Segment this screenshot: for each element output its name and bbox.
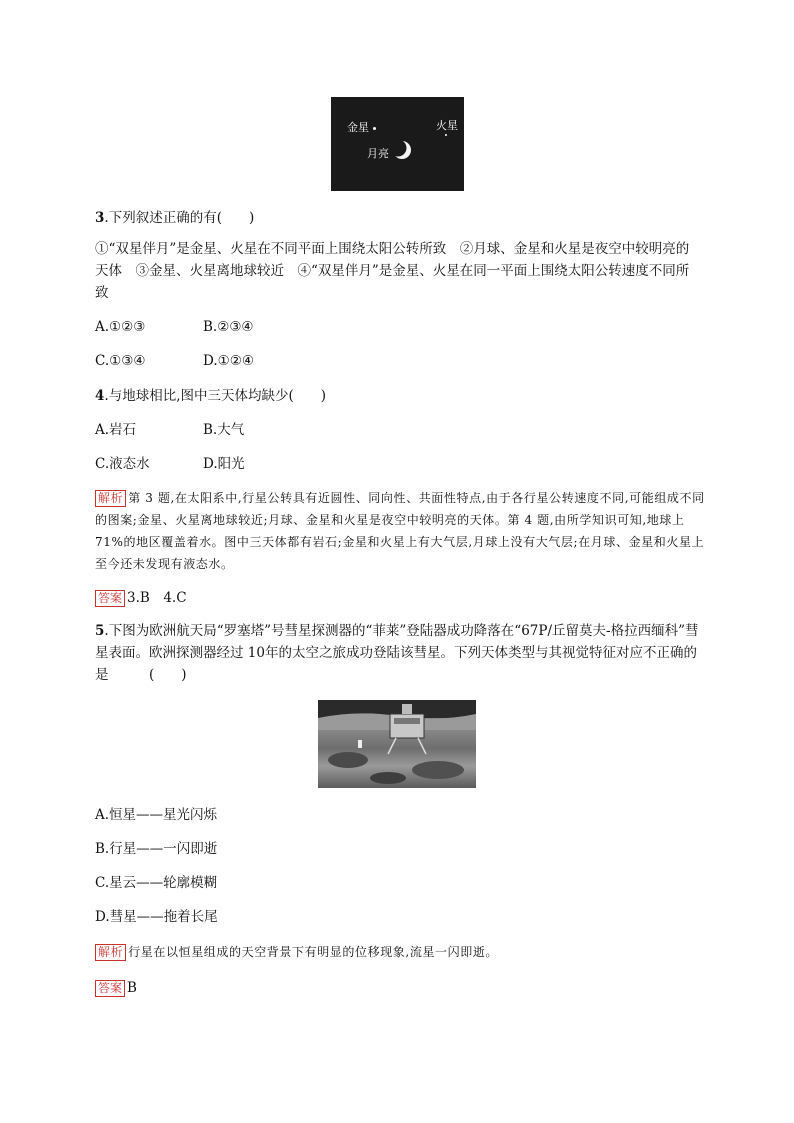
- explanation-q5: [95, 941, 705, 963]
- answer-tag: 答案: [95, 590, 125, 607]
- q4-option-c: C.液态水: [95, 456, 150, 472]
- venus-label: 金星: [347, 121, 369, 134]
- q5-option-b: B.行星——一闪即逝: [95, 841, 218, 857]
- q3-stem-text: .下列叙述正确的有( ): [104, 210, 255, 226]
- moon-crescent-icon: [391, 139, 413, 161]
- answer-tag: 答案: [95, 980, 125, 997]
- venus-dot: [373, 127, 376, 130]
- q4-option-d: D.阳光: [203, 456, 245, 472]
- q4-stem-text: .与地球相比,图中三天体均缺少( ): [104, 388, 327, 404]
- comet-surface-image: [318, 700, 476, 788]
- q5-option-d: D.彗星——拖着长尾: [95, 909, 218, 925]
- q5-stem-text: .下图为欧洲航天局“罗塞塔”号彗星探测器的“菲莱”登陆器成功降落在“67P/丘留莫夫-格拉西缅科”彗星表面。欧洲探测器经过 10年的太空之旅成功登陆该彗星。下列天体类型与其视觉特征对应不正确的是 ( ): [95, 623, 699, 683]
- explanation-tag: 解析: [95, 944, 126, 961]
- q3-option-b: B.②③④: [203, 319, 254, 335]
- q5-stem: [95, 620, 700, 686]
- q3-stem: [95, 207, 254, 229]
- answer-q3-q4: [95, 587, 187, 609]
- q3-option-a: A.①②③: [95, 319, 146, 335]
- q3-option-row-1: [95, 316, 254, 338]
- explanation-text: 第 3 题,在太阳系中,行星公转具有近圆性、同向性、共面性特点,由于各行星公转速度不同,可能组成不同的图案;金星、火星离地球较近;月球、金星和火星是夜空中较明亮的天体。第 4 题,由所学知识可知,地球上 71%的地区覆盖着水。图中三天体都有岩石;金星和火星上有大气层,月球上没有大气层;在月球、金星和火星上至今还未发现有液态水。: [95, 491, 705, 571]
- figure-comet-lander: [318, 700, 476, 788]
- q3-body: ①“双星伴月”是金星、火星在不同平面上围绕太阳公转所致 ②月球、金星和火星是夜空中较明亮的天体 ③金星、火星离地球较近 ④“双星伴月”是金星、火星在同一平面上围绕太阳公转速度不同所致: [95, 241, 690, 301]
- q5-number: 5: [95, 623, 105, 639]
- q4-number: 4: [95, 388, 105, 404]
- answer-text: B: [127, 980, 137, 996]
- figure-night-sky: [331, 97, 464, 191]
- q3-number: 3: [95, 210, 105, 226]
- moon-label: 月亮: [367, 147, 389, 160]
- q4-option-row-1: [95, 419, 244, 441]
- q4-option-row-2: [95, 453, 245, 475]
- mars-dot: [445, 134, 447, 136]
- q4-option-b: B.大气: [203, 422, 245, 438]
- q4-option-a: A.岩石: [95, 422, 137, 438]
- explanation-tag: 解析: [95, 490, 126, 507]
- explanation-q3-q4: [95, 487, 705, 575]
- q3-option-row-2: [95, 350, 254, 372]
- mars-label: 火星: [436, 119, 458, 132]
- answer-q5: [95, 977, 137, 999]
- explanation-text: 行星在以恒星组成的天空背景下有明显的位移现象,流星一闪即逝。: [128, 945, 499, 959]
- q5-option-a: A.恒星——星光闪烁: [95, 807, 218, 823]
- q3-option-c: C.①③④: [95, 353, 146, 369]
- q4-stem: [95, 385, 326, 407]
- q5-option-c: C.星云——轮廓模糊: [95, 875, 218, 891]
- answer-text: 3.B 4.C: [127, 590, 187, 606]
- q3-option-d: D.①②④: [203, 353, 254, 369]
